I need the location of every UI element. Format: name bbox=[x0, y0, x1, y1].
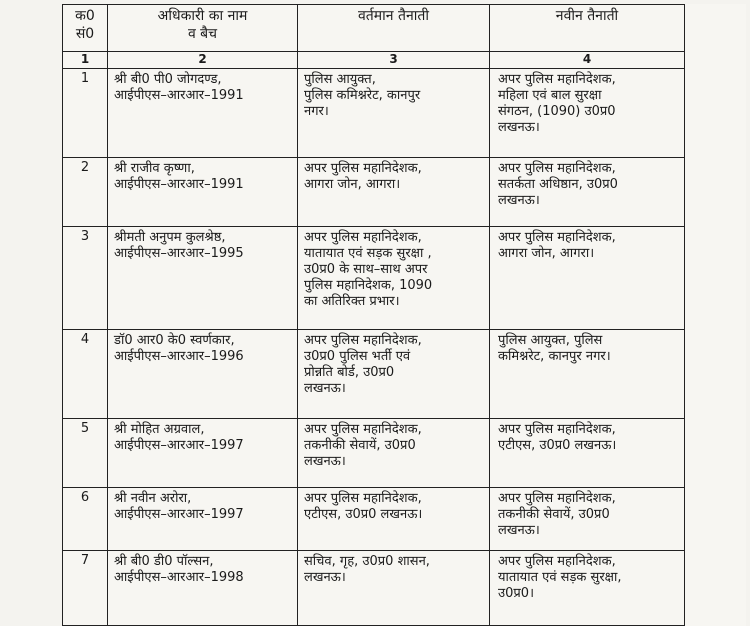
officer-name-cell: श्री बी0 पी0 जोगदण्ड, आईपीएस–आरआर–1991 bbox=[108, 69, 298, 158]
officer-name-cell: श्रीमती अनुपम कुलश्रेष्ठ, आईपीएस–आरआर–1995 bbox=[108, 227, 298, 330]
new-posting-cell: अपर पुलिस महानिदेशक, सतर्कता अधिष्ठान, उ0प्र0 लखनऊ। bbox=[490, 158, 685, 227]
table-row bbox=[63, 69, 685, 158]
table-row bbox=[63, 330, 685, 419]
serial-number: 6 bbox=[63, 488, 108, 551]
new-posting-cell: पुलिस आयुक्त, पुलिस कमिश्नरेट, कानपुर नगर। bbox=[490, 330, 685, 419]
column-number-row bbox=[63, 52, 685, 69]
current-posting-cell: सचिव, गृह, उ0प्र0 शासन, लखनऊ। bbox=[298, 551, 490, 626]
header-officer-name: अधिकारी का नाम व बैच bbox=[108, 5, 298, 52]
table-row bbox=[63, 227, 685, 330]
current-posting-cell: पुलिस आयुक्त, पुलिस कमिश्नरेट, कानपुर नगर। bbox=[298, 69, 490, 158]
new-posting-cell: अपर पुलिस महानिदेशक, महिला एवं बाल सुरक्षा संगठन, (1090) उ0प्र0 लखनऊ। bbox=[490, 69, 685, 158]
officer-name-cell: डॉ0 आर0 के0 स्वर्णकार, आईपीएस–आरआर–1996 bbox=[108, 330, 298, 419]
column-number: 1 bbox=[63, 52, 108, 69]
new-posting-cell: अपर पुलिस महानिदेशक, तकनीकी सेवायें, उ0प्र0 लखनऊ। bbox=[490, 488, 685, 551]
new-posting-cell: अपर पुलिस महानिदेशक, एटीएस, उ0प्र0 लखनऊ। bbox=[490, 419, 685, 488]
header-serial-no: क0 सं0 bbox=[63, 5, 108, 52]
current-posting-cell: अपर पुलिस महानिदेशक, एटीएस, उ0प्र0 लखनऊ। bbox=[298, 488, 490, 551]
document-page bbox=[62, 4, 746, 626]
table-row bbox=[63, 158, 685, 227]
current-posting-cell: अपर पुलिस महानिदेशक, उ0प्र0 पुलिस भर्ती एवं प्रोन्नति बोर्ड, उ0प्र0 लखनऊ। bbox=[298, 330, 490, 419]
officer-name-cell: श्री बी0 डी0 पॉल्सन, आईपीएस–आरआर–1998 bbox=[108, 551, 298, 626]
column-number: 3 bbox=[298, 52, 490, 69]
serial-number: 4 bbox=[63, 330, 108, 419]
column-number: 2 bbox=[108, 52, 298, 69]
current-posting-cell: अपर पुलिस महानिदेशक, आगरा जोन, आगरा। bbox=[298, 158, 490, 227]
table-header-row bbox=[63, 5, 685, 52]
new-posting-cell: अपर पुलिस महानिदेशक, यातायात एवं सड़क सुरक्षा, उ0प्र0। bbox=[490, 551, 685, 626]
officer-name-cell: श्री राजीव कृष्णा, आईपीएस–आरआर–1991 bbox=[108, 158, 298, 227]
table-row bbox=[63, 419, 685, 488]
table-row bbox=[63, 488, 685, 551]
table-row bbox=[63, 551, 685, 626]
new-posting-cell: अपर पुलिस महानिदेशक, आगरा जोन, आगरा। bbox=[490, 227, 685, 330]
serial-number: 7 bbox=[63, 551, 108, 626]
serial-number: 5 bbox=[63, 419, 108, 488]
officer-name-cell: श्री मोहित अग्रवाल, आईपीएस–आरआर–1997 bbox=[108, 419, 298, 488]
serial-number: 3 bbox=[63, 227, 108, 330]
header-current-posting: वर्तमान तैनाती bbox=[298, 5, 490, 52]
officer-name-cell: श्री नवीन अरोरा, आईपीएस–आरआर–1997 bbox=[108, 488, 298, 551]
header-new-posting: नवीन तैनाती bbox=[490, 5, 685, 52]
transfer-table bbox=[62, 4, 685, 626]
column-number: 4 bbox=[490, 52, 685, 69]
current-posting-cell: अपर पुलिस महानिदेशक, यातायात एवं सड़क सुरक्षा , उ0प्र0 के साथ–साथ अपर पुलिस महानिदेशक, 1090 का अतिरिक्त प्रभार। bbox=[298, 227, 490, 330]
current-posting-cell: अपर पुलिस महानिदेशक, तकनीकी सेवायें, उ0प्र0 लखनऊ। bbox=[298, 419, 490, 488]
serial-number: 2 bbox=[63, 158, 108, 227]
serial-number: 1 bbox=[63, 69, 108, 158]
